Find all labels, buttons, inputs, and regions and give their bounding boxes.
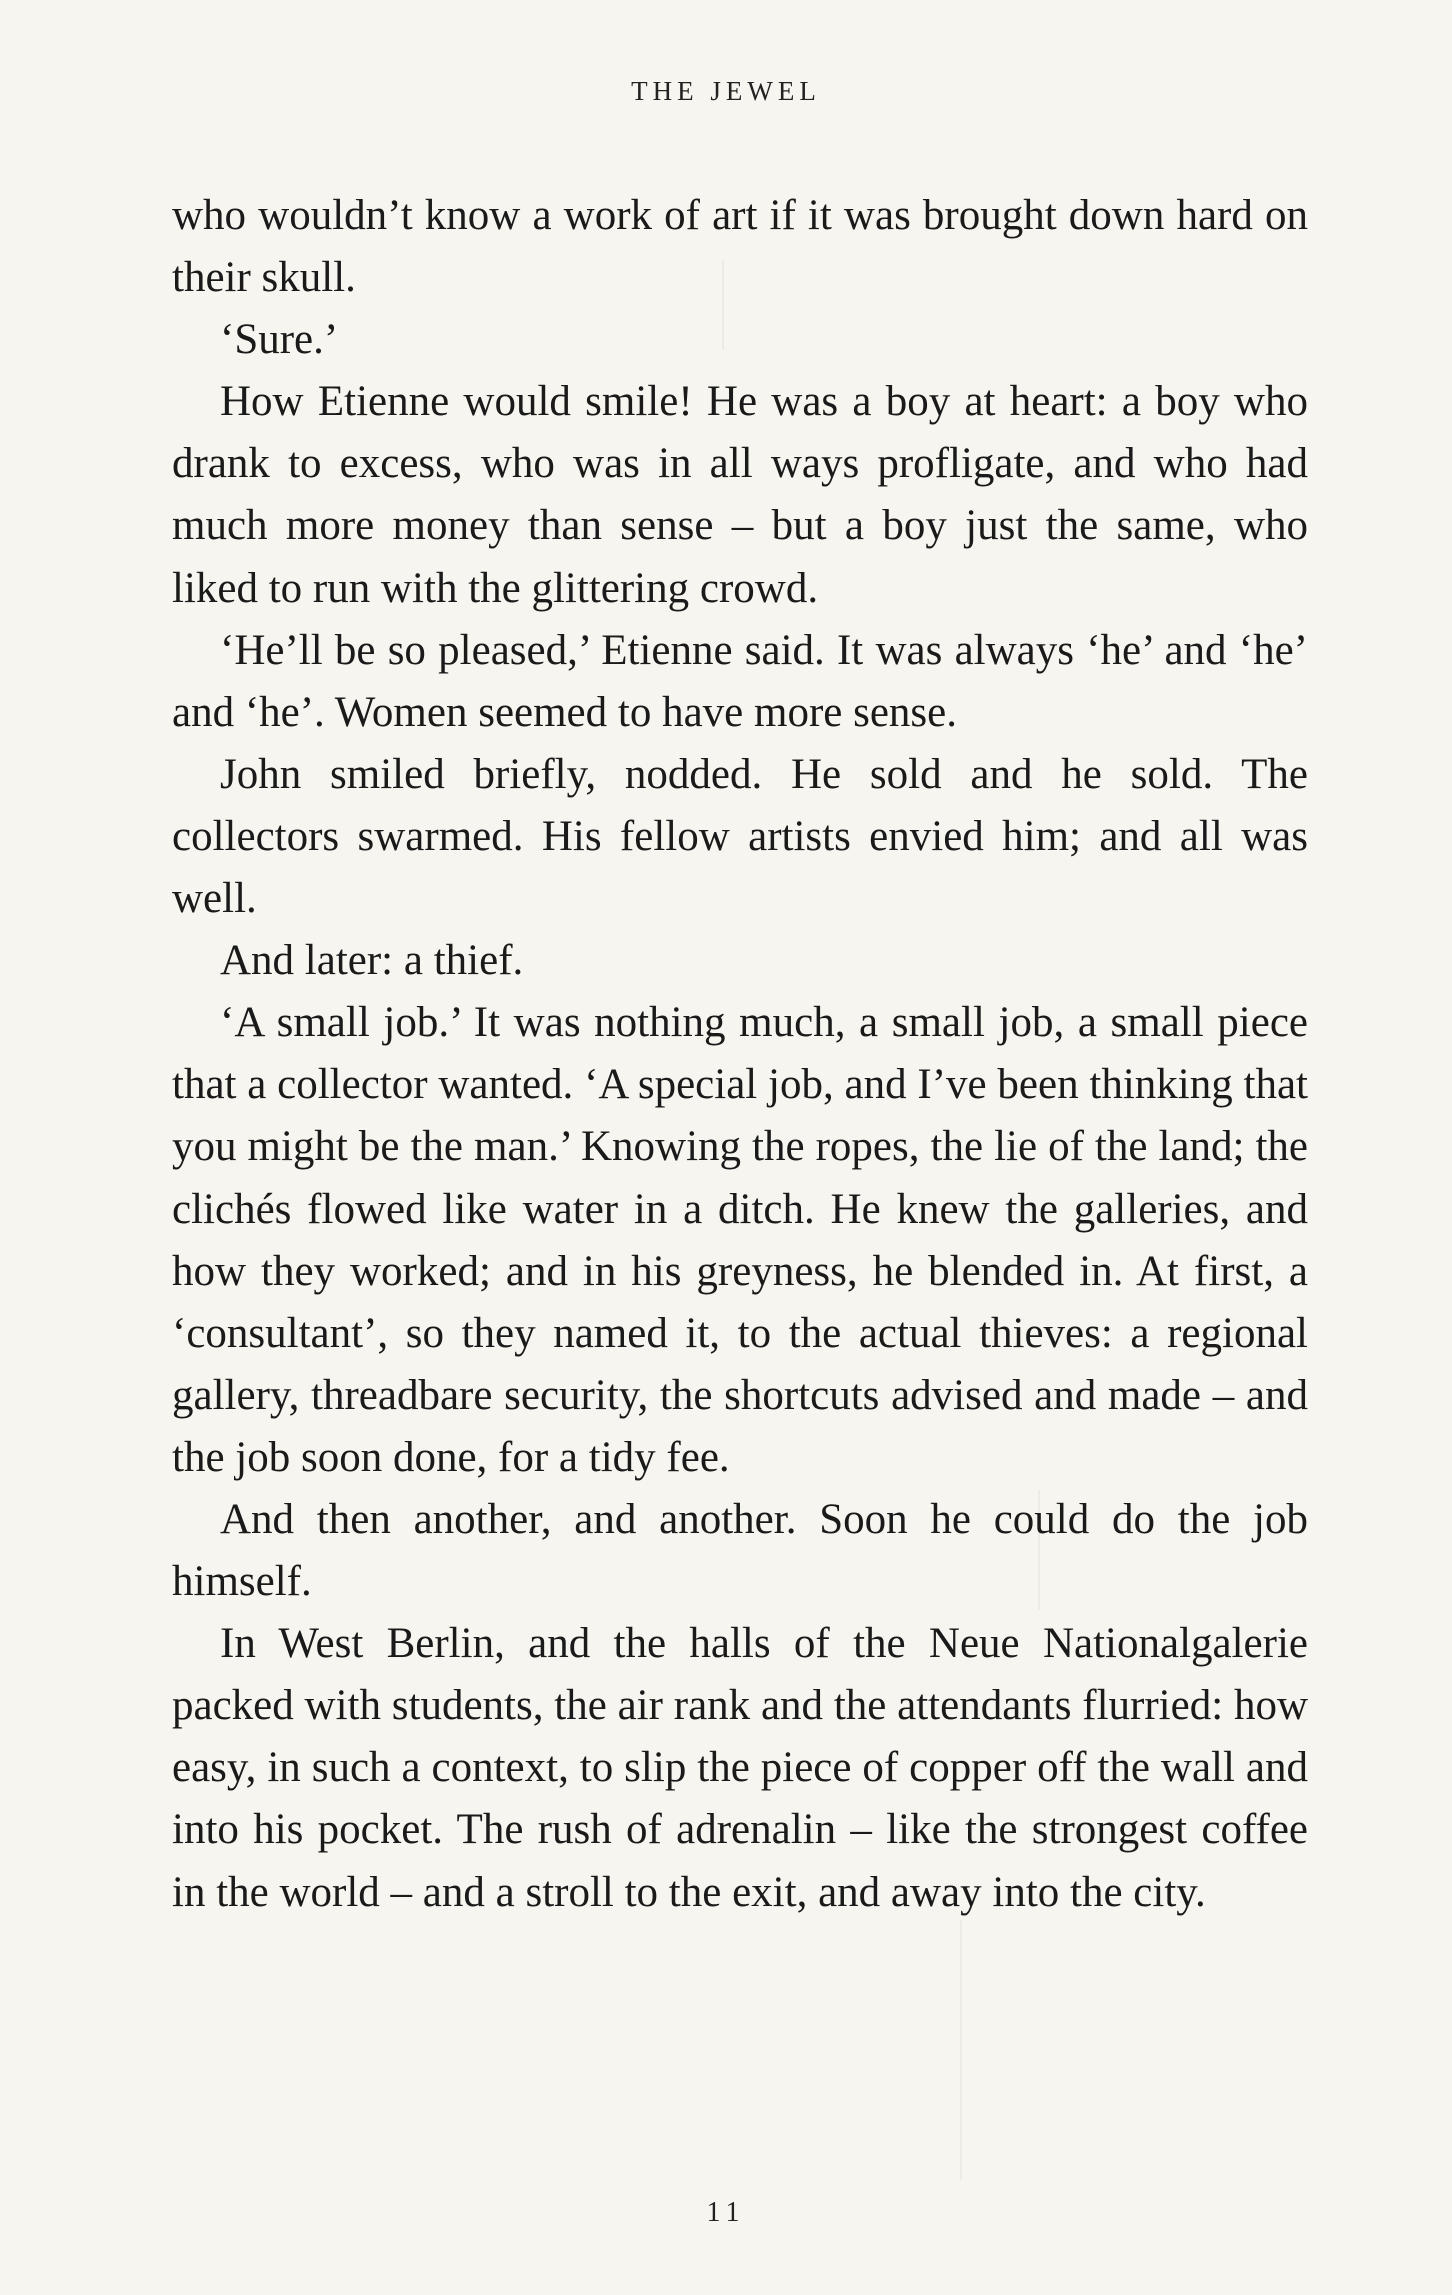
paragraph: How Etienne would smile! He was a boy at heart: a boy who drank to excess, who was in all ways profligate, and who had much more money than sense – but a boy just the same, who liked to run with the glittering crowd. (172, 378, 1308, 612)
show-through-mark (960, 1920, 962, 2180)
running-head: THE JEWEL (631, 76, 821, 106)
page-number: 11 (706, 2197, 746, 2228)
paragraph: ‘Sure.’ (220, 316, 339, 364)
paragraph: In West Berlin, and the halls of the Neue Nationalgalerie packed with students, the air rank and the attendants flurried: how easy, in such a context, to slip the piece of copper off the wall and into his pocket. The rush of adrenalin – like the strongest coffee in the world – and a stroll to the exit, and away into the city. (172, 1620, 1308, 1916)
paragraph: who wouldn’t know a work of art if it was brought down hard on their skull. (172, 192, 1308, 302)
paragraph: ‘A small job.’ It was nothing much, a small job, a small piece that a collector wanted. ‘A special job, and I’ve been thinking that you might be the man.’ Knowing the ropes, the lie of the land; the clichés flowed like water in a ditch. He knew the galleries, and how they worked; and in his greyness, he blended in. At first, a ‘consultant’, so they named it, to the actual thieves: a regional gallery, threadbare security, the shortcuts advised and made – and the job soon done, for a tidy fee. (172, 999, 1308, 1481)
body-text (172, 185, 1308, 1924)
paragraph: And then another, and another. Soon he could do the job himself. (172, 1495, 1308, 1606)
paragraph: ‘He’ll be so pleased,’ Etienne said. It was always ‘he’ and ‘he’ and ‘he’. Women seemed to have more sense. (172, 626, 1308, 736)
paragraph: John smiled briefly, nodded. He sold and he sold. The collectors swarmed. His fellow artists envied him; and all was well. (172, 750, 1308, 923)
paragraph: And later: a thief. (220, 937, 524, 985)
